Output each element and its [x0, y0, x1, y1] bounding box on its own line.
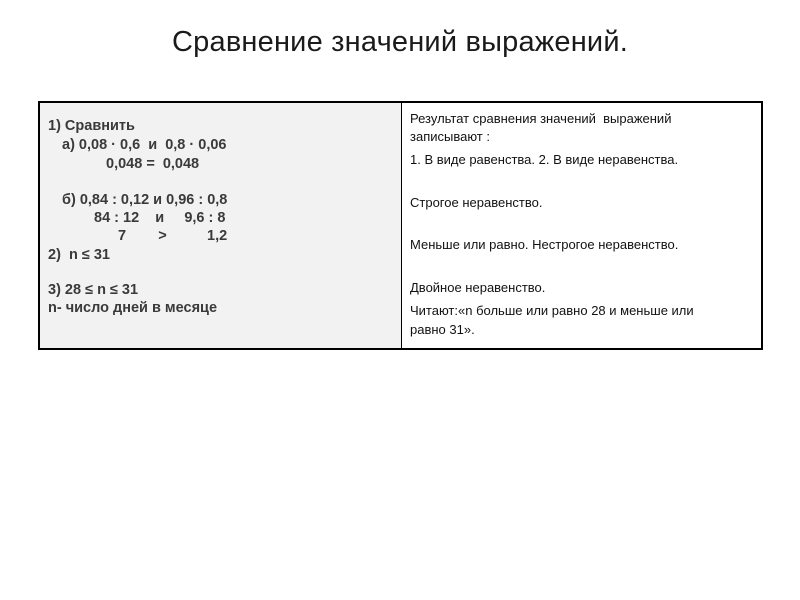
slide-title: Сравнение значений выражений.	[172, 26, 628, 58]
explanation-line: Результат сравнения значений выражений	[410, 111, 672, 126]
explanation-cell	[402, 103, 761, 348]
task-1b-result: 7 > 1,2	[118, 228, 228, 244]
explanation-line: равно 31».	[410, 322, 475, 337]
explanation-line: Двойное неравенство.	[410, 280, 546, 295]
task-2-inequality: 2) n ≤ 31	[48, 247, 110, 263]
task-1a-expression: а) 0,08 · 0,6 и 0,8 · 0,06	[62, 137, 227, 153]
task-1a-result: 0,048 = 0,048	[106, 156, 200, 172]
task-1b-expression: б) 0,84 : 0,12 и 0,96 : 0,8	[62, 192, 228, 208]
task-1-heading: 1) Сравнить	[48, 118, 135, 134]
explanation-line: Строгое неравенство.	[410, 195, 543, 210]
task-1b-step: 84 : 12 и 9,6 : 8	[94, 210, 226, 226]
explanation-line: 1. В виде равенства. 2. В виде неравенства.	[410, 152, 679, 167]
content-table	[38, 101, 763, 350]
explanation-line: Читают:«n больше или равно 28 и меньше или	[410, 303, 694, 318]
explanation-line: Меньше или равно. Нестрогое неравенство.	[410, 237, 679, 252]
explanation-line: записывают :	[410, 129, 490, 144]
task-3-note: n- число дней в месяце	[48, 300, 218, 316]
examples-cell	[40, 103, 402, 348]
task-3-inequality: 3) 28 ≤ n ≤ 31	[48, 282, 139, 298]
